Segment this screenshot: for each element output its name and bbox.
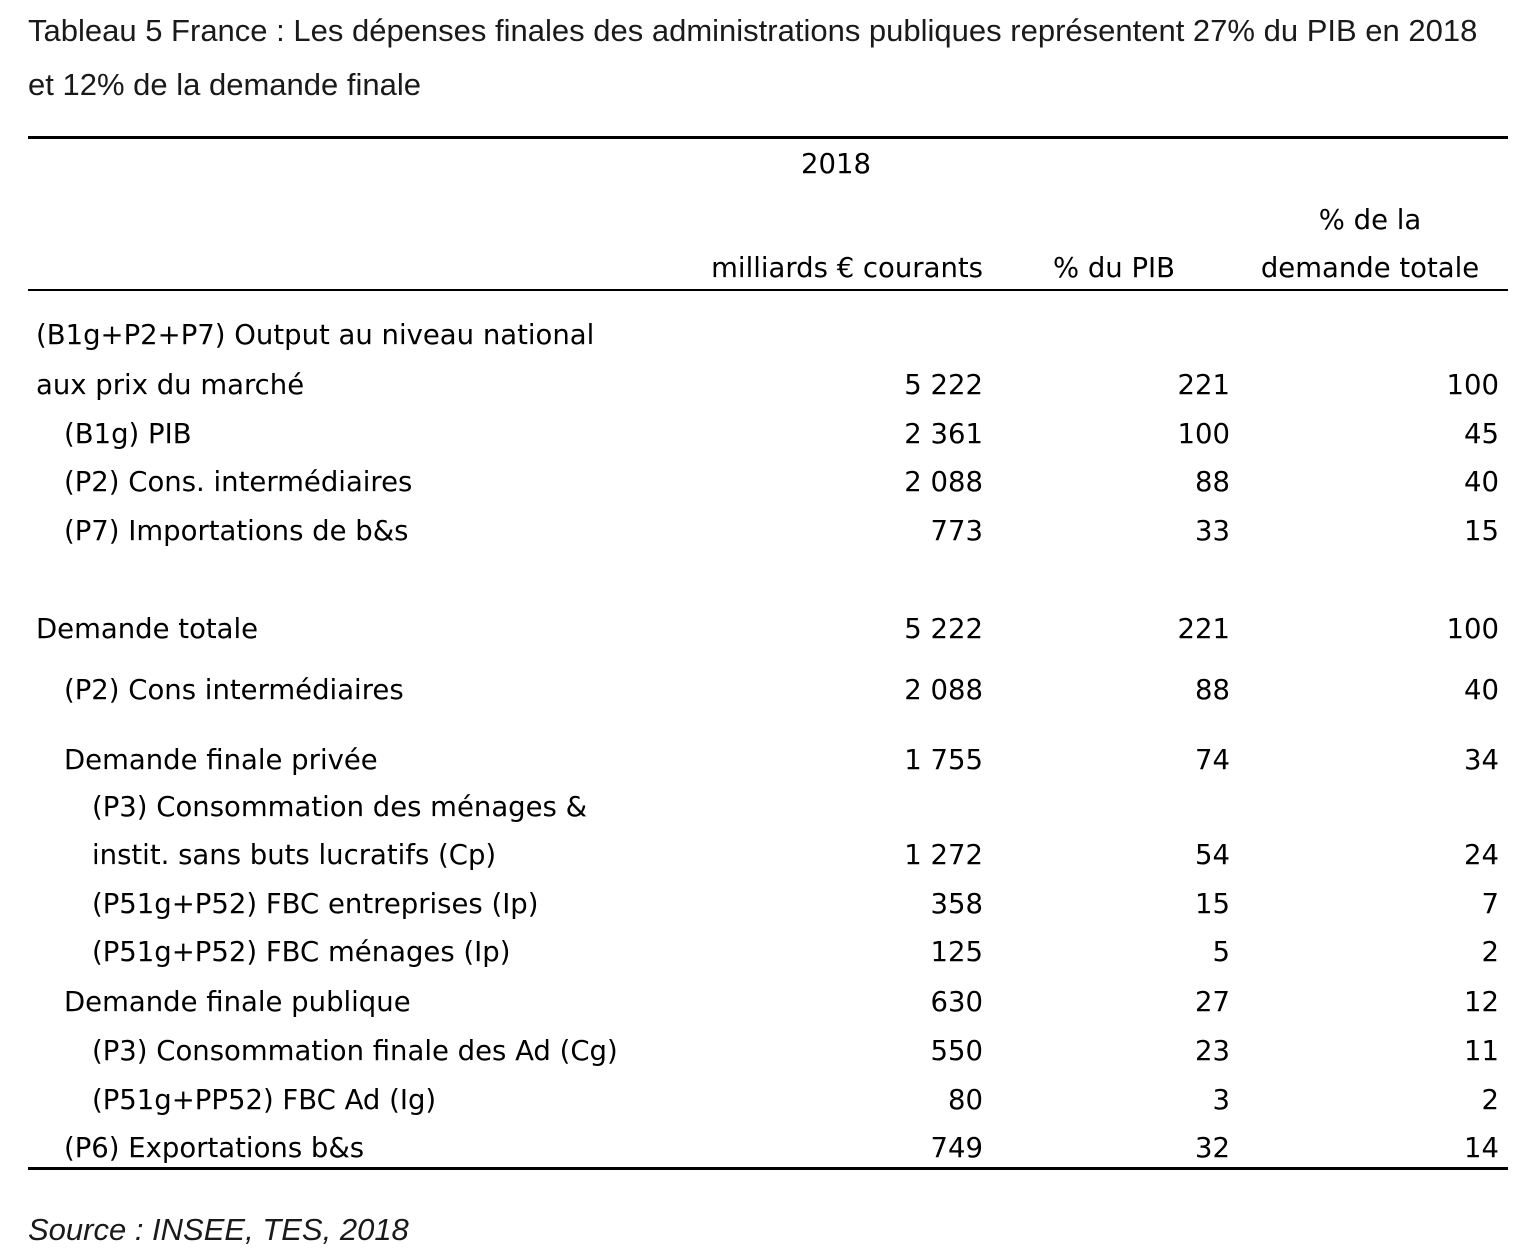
cell-pct-demand: 11 [1464, 1035, 1499, 1067]
cell-pct-gdp: 221 [1177, 369, 1230, 401]
cell-pct-gdp: 221 [1177, 613, 1230, 645]
row-label: (P6) Exportations b&s [64, 1132, 365, 1164]
cell-pct-gdp: 33 [1195, 515, 1230, 547]
header-bottom-rule [28, 289, 1508, 291]
row-label: (P3) Consommation des ménages & [92, 791, 588, 823]
cell-billions: 550 [930, 1035, 983, 1067]
cell-pct-gdp: 23 [1195, 1035, 1230, 1067]
cell-pct-gdp: 3 [1212, 1084, 1230, 1116]
col-header-pct-demand-line2: demande totale [1260, 252, 1480, 284]
cell-pct-demand: 45 [1464, 418, 1499, 450]
cell-pct-demand: 2 [1481, 1084, 1499, 1116]
cell-pct-gdp: 27 [1195, 986, 1230, 1018]
row-label: (P51g+P52) FBC ménages (Ip) [92, 936, 511, 968]
cell-pct-gdp: 15 [1195, 888, 1230, 920]
source-note: Source : INSEE, TES, 2018 [28, 1212, 409, 1247]
row-label: (P7) Importations de b&s [64, 515, 409, 547]
cell-pct-demand: 7 [1481, 888, 1499, 920]
row-label-continued: aux prix du marché [36, 369, 305, 401]
cell-billions: 2 088 [904, 466, 983, 498]
cell-pct-gdp: 88 [1195, 466, 1230, 498]
cell-billions: 630 [930, 986, 983, 1018]
row-label: (B1g+P2+P7) Output au niveau national [36, 319, 595, 351]
col-header-pct-demand-line1: % de la [1318, 204, 1422, 236]
row-label: (B1g) PIB [64, 418, 192, 450]
col-header-billions: milliards € courants [711, 252, 983, 284]
cell-pct-demand: 40 [1464, 674, 1499, 706]
row-label: Demande finale publique [64, 986, 411, 1018]
cell-billions: 80 [948, 1084, 983, 1116]
cell-billions: 5 222 [904, 613, 983, 645]
cell-pct-demand: 2 [1481, 936, 1499, 968]
cell-pct-demand: 100 [1446, 613, 1499, 645]
row-label: (P51g+P52) FBC entreprises (Ip) [92, 888, 539, 920]
row-label: Demande finale privée [64, 744, 378, 776]
table-caption: Tableau 5 France : Les dépenses finales des administrations publiques représentent 27% du PIB en 2018 et 12% de la demande finale [28, 13, 1478, 102]
cell-billions: 773 [930, 515, 983, 547]
cell-pct-demand: 14 [1464, 1132, 1499, 1164]
cell-pct-demand: 100 [1446, 369, 1499, 401]
year-header: 2018 [801, 148, 871, 180]
row-label: Demande totale [36, 613, 259, 645]
cell-pct-demand: 15 [1464, 515, 1499, 547]
cell-billions: 1 272 [904, 839, 983, 871]
row-label-continued: instit. sans buts lucratifs (Cp) [92, 839, 497, 871]
table-bottom-rule [28, 1167, 1508, 1170]
row-label: (P2) Cons intermédiaires [64, 674, 404, 706]
cell-pct-gdp: 100 [1177, 418, 1230, 450]
cell-pct-gdp: 74 [1195, 744, 1230, 776]
cell-billions: 358 [930, 888, 983, 920]
cell-billions: 2 361 [904, 418, 983, 450]
row-label: (P2) Cons. intermédiaires [64, 466, 413, 498]
cell-pct-gdp: 88 [1195, 674, 1230, 706]
cell-pct-gdp: 32 [1195, 1132, 1230, 1164]
cell-billions: 5 222 [904, 369, 983, 401]
row-label: (P51g+PP52) FBC Ad (Ig) [92, 1084, 437, 1116]
cell-billions: 1 755 [904, 744, 983, 776]
cell-billions: 749 [930, 1132, 983, 1164]
cell-pct-demand: 40 [1464, 466, 1499, 498]
cell-billions: 2 088 [904, 674, 983, 706]
cell-pct-gdp: 5 [1212, 936, 1230, 968]
row-label: (P3) Consommation finale des Ad (Cg) [92, 1035, 618, 1067]
cell-pct-demand: 12 [1464, 986, 1499, 1018]
table-top-rule [28, 136, 1508, 139]
cell-billions: 125 [930, 936, 983, 968]
col-header-pct-gdp: % du PIB [1052, 252, 1176, 284]
cell-pct-gdp: 54 [1195, 839, 1230, 871]
cell-pct-demand: 24 [1464, 839, 1499, 871]
cell-pct-demand: 34 [1464, 744, 1499, 776]
